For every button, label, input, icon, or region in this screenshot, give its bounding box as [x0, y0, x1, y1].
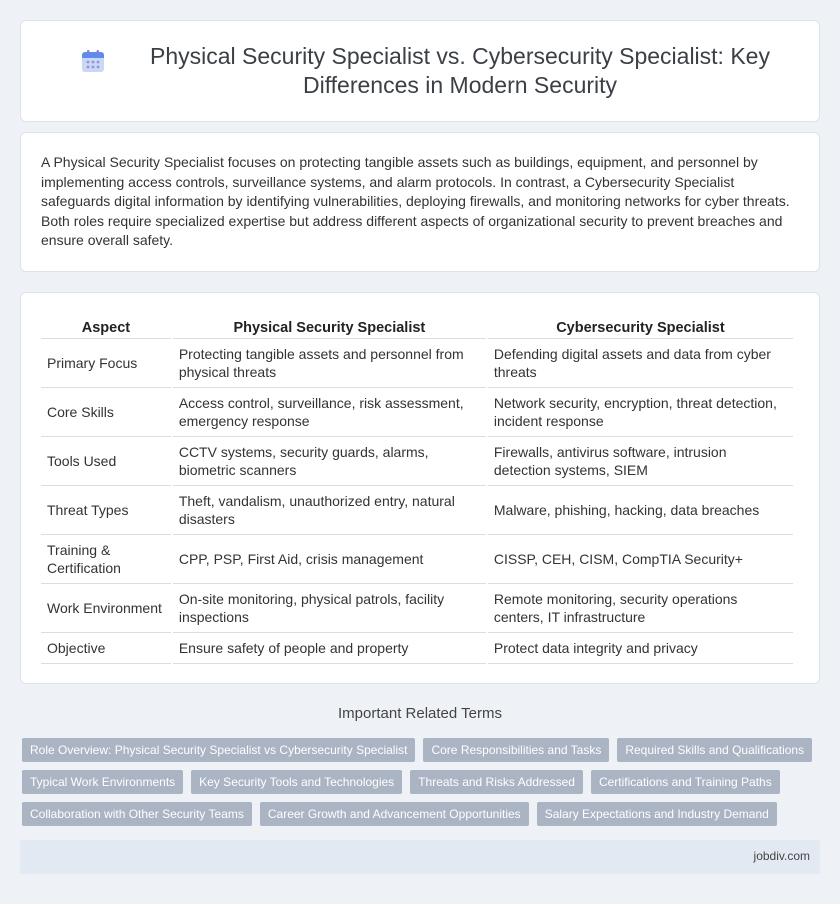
column-header-aspect: Aspect [41, 313, 171, 339]
comparison-card [20, 292, 820, 684]
tag-row [22, 802, 822, 826]
related-term-tag[interactable]: Typical Work Environments [22, 770, 183, 794]
related-terms-title: Important Related Terms [338, 705, 502, 722]
related-term-tag[interactable]: Required Skills and Qualifications [617, 738, 812, 762]
aspect-cell: Work Environment [41, 584, 171, 633]
physical-cell: CCTV systems, security guards, alarms, biometric scanners [173, 437, 486, 486]
related-term-tag[interactable]: Career Growth and Advancement Opportunities [260, 802, 529, 826]
header-card [20, 20, 820, 122]
table-row [41, 633, 793, 664]
physical-cell: Protecting tangible assets and personnel from physical threats [173, 339, 486, 388]
related-terms-tags [22, 738, 822, 834]
cyber-cell: Defending digital assets and data from cyber threats [488, 339, 793, 388]
cyber-cell: Malware, phishing, hacking, data breaches [488, 486, 793, 535]
aspect-cell: Objective [41, 633, 171, 664]
table-row [41, 339, 793, 388]
page-title: Physical Security Specialist vs. Cybersecurity Specialist: Key Differences in Modern Security [150, 43, 770, 98]
table-row [41, 486, 793, 535]
related-term-tag[interactable]: Collaboration with Other Security Teams [22, 802, 252, 826]
related-term-tag[interactable]: Threats and Risks Addressed [410, 770, 583, 794]
cyber-cell: Firewalls, antivirus software, intrusion detection systems, SIEM [488, 437, 793, 486]
physical-cell: Ensure safety of people and property [173, 633, 486, 664]
intro-card [20, 132, 820, 272]
aspect-cell: Training & Certification [41, 535, 171, 584]
column-header-physical: Physical Security Specialist [173, 313, 486, 339]
footer-site-link[interactable]: jobdiv.com [753, 849, 810, 863]
related-term-tag[interactable]: Key Security Tools and Technologies [191, 770, 402, 794]
related-term-tag[interactable]: Certifications and Training Paths [591, 770, 780, 794]
column-header-cyber: Cybersecurity Specialist [488, 313, 793, 339]
related-term-tag[interactable]: Salary Expectations and Industry Demand [537, 802, 777, 826]
aspect-cell: Core Skills [41, 388, 171, 437]
related-term-tag[interactable]: Role Overview: Physical Security Specialist vs Cybersecurity Specialist [22, 738, 415, 762]
cyber-cell: Remote monitoring, security operations centers, IT infrastructure [488, 584, 793, 633]
intro-paragraph: A Physical Security Specialist focuses on protecting tangible assets such as buildings, equipment, and personnel by implementing access controls, surveillance systems, and alarm protocols. In contrast, a Cybersecurity Specialist safeguards digital information by identifying vulnerabilities, deploying firewalls, and monitoring networks for cyber threats. Both roles require specialized expertise but address different aspects of organizational security to prevent breaches and ensure overall safety. [41, 154, 790, 249]
table-row [41, 535, 793, 584]
tag-row [22, 738, 822, 762]
aspect-cell: Primary Focus [41, 339, 171, 388]
physical-cell: CPP, PSP, First Aid, crisis management [173, 535, 486, 584]
physical-cell: Access control, surveillance, risk assessment, emergency response [173, 388, 486, 437]
physical-cell: Theft, vandalism, unauthorized entry, natural disasters [173, 486, 486, 535]
cyber-cell: Network security, encryption, threat detection, incident response [488, 388, 793, 437]
cyber-cell: CISSP, CEH, CISM, CompTIA Security+ [488, 535, 793, 584]
cyber-cell: Protect data integrity and privacy [488, 633, 793, 664]
table-row [41, 388, 793, 437]
aspect-cell: Tools Used [41, 437, 171, 486]
aspect-cell: Threat Types [41, 486, 171, 535]
comparison-table [39, 313, 795, 664]
tag-row [22, 770, 822, 794]
table-row [41, 584, 793, 633]
physical-cell: On-site monitoring, physical patrols, facility inspections [173, 584, 486, 633]
table-header-row [41, 313, 793, 339]
related-term-tag[interactable]: Core Responsibilities and Tasks [423, 738, 609, 762]
footer-bar [20, 840, 820, 874]
table-row [41, 437, 793, 486]
